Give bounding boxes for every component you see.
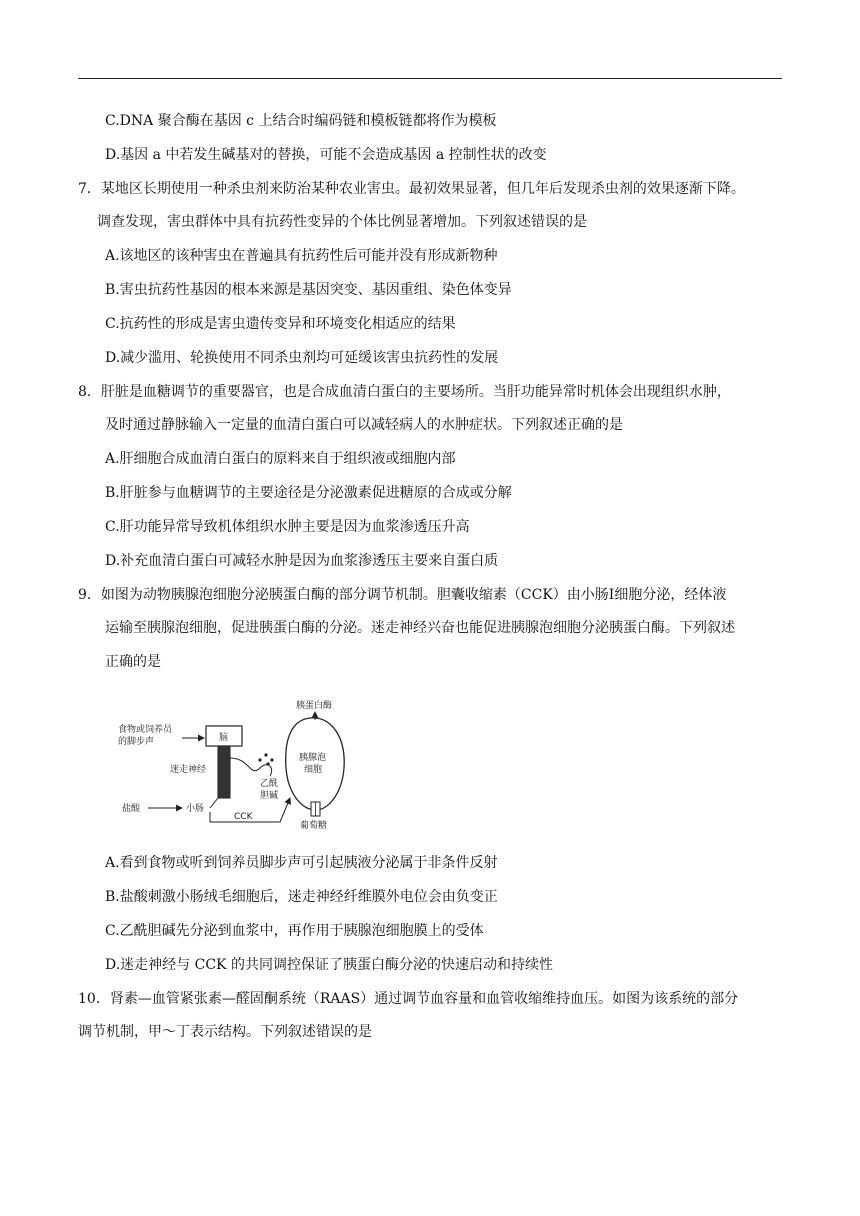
q9-stem-line-2: 运输至胰腺泡细胞，促进胰蛋白酶的分泌。迷走神经兴奋也能促进胰腺泡细胞分泌胰蛋白酶。下列叙述	[105, 620, 735, 636]
q8-option-a: A.肝细胞合成血清白蛋白的原料来自于组织液或细胞内部	[105, 451, 456, 467]
q7-option-a: A.该地区的该种害虫在普遍具有抗药性后可能并没有形成新物种	[105, 248, 498, 264]
q7-option-b: B.害虫抗药性基因的根本来源是基因突变、基因重组、染色体变异	[105, 282, 512, 298]
q8-option-b: B.肝脏参与血糖调节的主要途径是分泌激素促进糖原的合成或分解	[105, 485, 512, 501]
brain-label: 脑	[219, 733, 229, 743]
ach-label-1: 乙酰	[260, 779, 279, 789]
food-label-2: 的脚步声	[118, 737, 155, 747]
ach-label-2: 胆碱	[260, 791, 279, 801]
ach-vesicle	[270, 758, 273, 761]
q10-stem-line-1: 10．肾素—血管紧张素—醛固酮系统（RAAS）通过调节血容量和血管收缩维持血压。如图为该系统的部分	[78, 991, 739, 1007]
q9-option-b: B.盐酸刺激小肠绒毛细胞后，迷走神经纤维膜外电位会由负变正	[105, 889, 498, 905]
ach-vesicle	[266, 762, 269, 765]
vagus-label: 迷走神经	[170, 765, 207, 775]
q7-stem-line-2: 调查发现，害虫群体中具有抗药性变异的个体比例显著增加。下列叙述错误的是	[97, 214, 587, 230]
option-d-prev: D.基因 a 中若发生碱基对的替换，可能不会造成基因 a 控制性状的改变	[105, 147, 547, 163]
q8-stem-line-2: 及时通过静脉输入一定量的血清白蛋白可以减轻病人的水肿症状。下列叙述正确的是	[105, 417, 623, 433]
q7-option-d: D.减少滥用、轮换使用不同杀虫剂均可延缓该害虫抗药性的发展	[105, 350, 499, 366]
q10-stem-line-2: 调节机制，甲～丁表示结构。下列叙述错误的是	[78, 1024, 372, 1040]
q9-stem-line-1: 9．如图为动物胰腺泡细胞分泌胰蛋白酶的部分调节机制。胆囊收缩素（CCK）由小肠Ⅰ细胞分泌，经体液	[78, 587, 727, 603]
acinar-cell	[286, 718, 344, 810]
intestine-link	[210, 798, 218, 808]
option-c-prev: C.DNA 聚合酶在基因 c 上结合时编码链和模板链都将作为模板	[105, 113, 497, 129]
q9-option-d: D.迷走神经与 CCK 的共同调控保证了胰蛋白酶分泌的快速启动和持续性	[105, 957, 553, 973]
q8-option-c: C.肝功能异常导致机体组织水肿主要是因为血浆渗透压升高	[105, 519, 470, 535]
intestine-label: 小肠	[186, 804, 205, 814]
cell-label-2: 细胞	[304, 765, 323, 775]
vagus-nerve	[218, 746, 230, 798]
ach-vesicle	[264, 753, 267, 756]
cck-label: CCK	[234, 812, 253, 822]
q9-option-c: C.乙酰胆碱先分泌到血浆中，再作用于胰腺泡细胞膜上的受体	[105, 923, 484, 939]
q8-stem-line-1: 8．肝脏是血糖调节的重要器官，也是合成血清白蛋白的主要场所。当肝功能异常时机体会出现组织水肿，	[78, 384, 731, 400]
cell-label-1: 胰腺泡	[299, 753, 327, 763]
ach-vesicle	[258, 758, 261, 761]
food-label-1: 食物或饲养员	[118, 725, 173, 735]
q9-stem-line-3: 正确的是	[105, 654, 161, 670]
pancreas-regulation-diagram	[110, 698, 370, 830]
glucose-label: 葡萄糖	[300, 821, 328, 830]
nerve-ending	[230, 758, 272, 776]
q7-stem-line-1: 7．某地区长期使用一种杀虫剂来防治某种农业害虫。最初效果显著，但几年后发现杀虫剂的效果逐渐下降。	[78, 181, 745, 197]
q7-option-c: C.抗药性的形成是害虫遗传变异和环境变化相适应的结果	[105, 316, 456, 332]
hcl-label: 盐酸	[122, 804, 141, 814]
header-rule	[78, 78, 782, 79]
q9-option-a: A.看到食物或听到饲养员脚步声可引起胰液分泌属于非条件反射	[105, 855, 498, 871]
trypsin-label: 胰蛋白酶	[296, 701, 333, 711]
q8-option-d: D.补充血清白蛋白可减轻水肿是因为血浆渗透压主要来自蛋白质	[105, 553, 499, 569]
